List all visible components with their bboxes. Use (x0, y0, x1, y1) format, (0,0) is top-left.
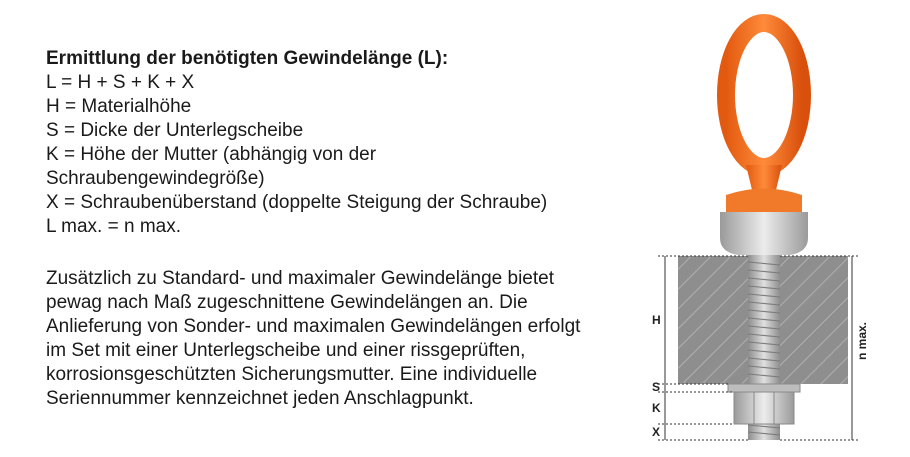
formula-line: L max. = n max. (46, 216, 181, 237)
paragraph-line: Anlieferung von Sonder- und maximalen Gewindelängen erfolgt (46, 316, 581, 337)
lifting-point-diagram (630, 0, 910, 457)
label-s: S (652, 380, 661, 394)
nut (734, 392, 794, 424)
section-heading: Ermittlung der benötigten Gewindelänge (L): (46, 48, 449, 69)
description-paragraph (46, 267, 636, 411)
washer (728, 384, 800, 392)
paragraph-line: Seriennummer kennzeichnet jeden Anschlagpunkt. (46, 388, 474, 409)
formula-section (46, 47, 636, 239)
paragraph-line: korrosionsgeschützten Sicherungsmutter. Eine individuelle (46, 364, 538, 385)
formula-line: H = Materialhöhe (46, 96, 192, 117)
paragraph-line: Zusätzlich zu Standard- und maximaler Gewindelänge bietet (46, 268, 554, 289)
formula-line: K = Höhe der Mutter (abhängig von der (46, 144, 377, 165)
formula-line: L = H + S + K + X (46, 72, 195, 93)
lifting-ring (726, 23, 802, 190)
label-x: X (652, 425, 661, 439)
swivel-collar (720, 189, 808, 256)
paragraph-line: pewag nach Maß zugeschnittene Gewindelängen an. Die (46, 292, 528, 313)
label-n-max: n max. (855, 321, 869, 360)
label-k: K (652, 401, 661, 415)
formula-line: X = Schraubenüberstand (doppelte Steigung der Schraube) (46, 192, 548, 213)
formula-line: Schraubengewindegröße) (46, 168, 265, 189)
label-h: H (652, 313, 661, 327)
paragraph-line: im Set mit einer Unterlegscheibe und einer rissgeprüften, (46, 340, 526, 361)
formula-line: S = Dicke der Unterlegscheibe (46, 120, 304, 141)
